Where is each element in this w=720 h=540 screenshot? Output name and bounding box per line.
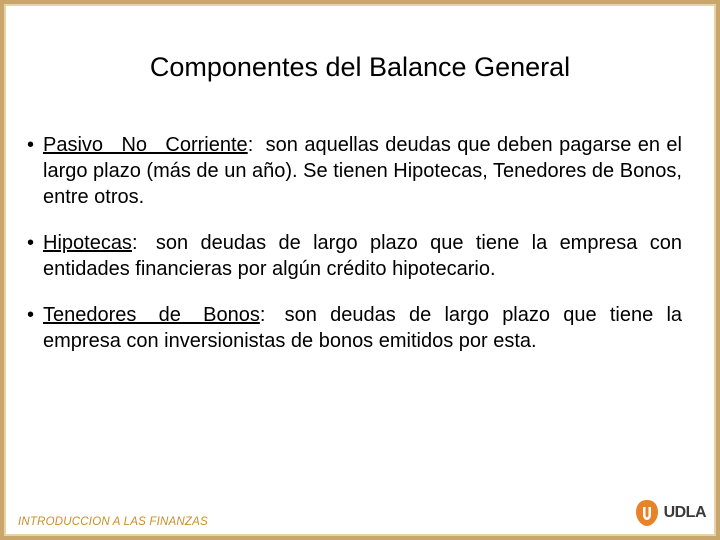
bullet-pasivo-no-corriente bbox=[24, 132, 682, 210]
bullet-marker: • bbox=[27, 134, 35, 156]
bullet-tenedores-de-bonos bbox=[24, 302, 682, 354]
slide-title: Componentes del Balance General bbox=[149, 52, 571, 82]
bullet-text: son aquellas deudas que deben pagarse en el largo plazo (más de un año). Se tienen Hipotecas, Tenedores de Bonos, entre otros. bbox=[43, 134, 682, 208]
bullet-term: Tenedores de Bonos bbox=[43, 304, 260, 326]
bullet-term: Pasivo No Corriente bbox=[43, 134, 248, 156]
bullet-hipotecas bbox=[24, 230, 682, 282]
bullet-marker: • bbox=[27, 232, 35, 254]
slide-content bbox=[24, 132, 682, 374]
udla-logo-text: UDLA bbox=[663, 504, 706, 521]
udla-logo-wordmark bbox=[664, 505, 706, 521]
bullet-text: son deudas de largo plazo que tiene la empresa con entidades financieras por algún crédito hipotecario. bbox=[43, 232, 682, 280]
bullet-colon: : bbox=[131, 232, 138, 254]
bullet-text: son deudas de largo plazo que tiene la empresa con inversionistas de bonos emitidos por esta. bbox=[43, 304, 683, 352]
bullet-colon: : bbox=[259, 304, 266, 326]
footer-course-name: INTRODUCCION A LAS FINANZAS bbox=[18, 516, 208, 528]
bullet-marker: • bbox=[27, 304, 35, 326]
udla-logo bbox=[634, 498, 706, 528]
udla-logo-icon bbox=[634, 498, 660, 528]
bullet-term: Hipotecas bbox=[43, 232, 132, 254]
bullet-colon: : bbox=[247, 134, 254, 156]
